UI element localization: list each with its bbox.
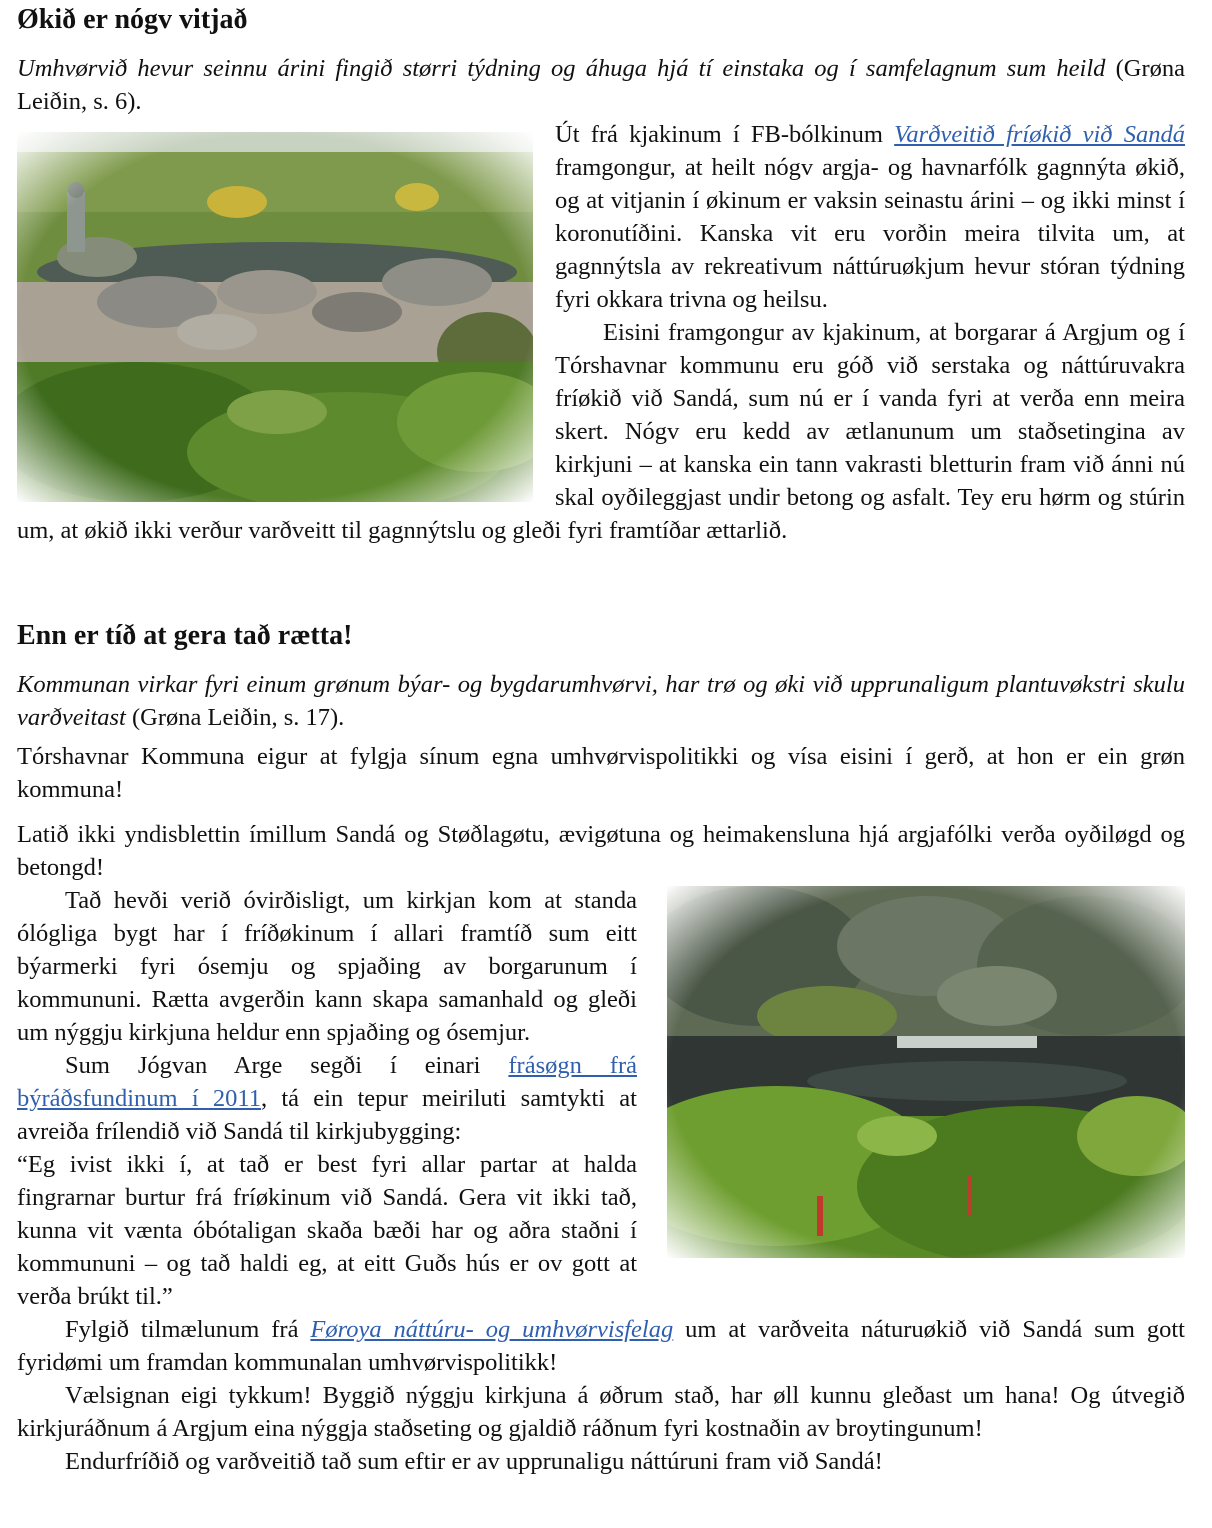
lead-quote: Kommunan virkar fyri einum grønum býar- og bygdarumhvørvi, har trø og øki við upprunaligum plantuvøkstri skulu varðveitast (17, 671, 1185, 731)
section-1-paragraph-2: Eisini framgongur av kjakinum, at borgarar á Argjum og í Tórshavnar kommunu eru góð við serstaka og náttúruvakra fríøkið við Sandá, sum nú er í vanda fyri at verða enn meira skert. Nógv eru kedd av ætlanunum um staðsetingina av kirkjuni – at kanska ein tann vakrasti bletturin fram við ánni nú skal oyðileggjast undir betong og asfalt. Tey eru hørm og stúrin um, at økið ikki verður varðveitt til gagnnýtslu og gleði fyri framtíðar ættarlið. (17, 319, 1185, 544)
environment-association-link[interactable]: Føroya náttúru- og umhvørvisfelag (310, 1316, 674, 1343)
section-heading-1: Økið er nógv vitjað (17, 4, 248, 35)
section-2-paragraph-2: Latið ikki yndisblettin ímillum Sandá og Støðlagøtu, ævigøtuna og heimakensluna hjá argjafólki verða oyðiløgd og betongd! (17, 821, 1185, 881)
river-pool-photo (667, 886, 1185, 1258)
section-1-lead (17, 52, 1185, 118)
river-pool-image (667, 886, 1185, 1258)
arge-quote: “Eg ivist ikki í, at tað er best fyri allar partar at halda fingrarnar burtur frá fríøkinum við Sandá. Gera vit ikki tað, kunna vit vænta óbótaligan skaða bæði har og aðra staðni í kommununi – og tað haldi eg, at eitt Guðs hús er ov gott at verða brúkt til.” (17, 1151, 637, 1310)
section-1-paragraph-1: Út frá kjakinum í FB-bólkinum Varðveitið fríøkið við Sandá framgongur, at heilt nógv argja- og havnarfólk gagnnýta økið, og at vitjanin í økinum er vaksin seinastu árini – og ikki minst í koronutíðini. Kanska vit eru vorðin meira tilvita um, at gagnnýtsla av rekreativum náttúruøkjum hevur stóran týdning fyri okkara trivna og heilsu. (555, 121, 1186, 313)
lead-quote: Umhvørvið hevur seinnu árini fingið størri týdning og áhuga hjá tí einstaka og í samfelagnum sum heild (17, 55, 1106, 82)
section-2-paragraph-5: Fylgið tilmælunum frá Føroya náttúru- og umhvørvisfelag um at varðveita náturuøkið við Sandá sum gott fyridømi um framdan kommunalan umhvørvispolitikk! (17, 1316, 1185, 1376)
section-2-body (17, 668, 1185, 1478)
section-2-lead (17, 668, 1185, 734)
stream-rocks-image (17, 132, 533, 502)
section-2-paragraph-4: Sum Jógvan Arge segði í einari frásøgn frá býráðsfundinum í 2011, tá ein tepur meiriluti samtykti at avreiða frílendið við Sandá til kirkjubygging: (17, 1052, 637, 1145)
section-heading-2: Enn er tíð at gera tað rætta! (17, 620, 353, 651)
facebook-group-link[interactable]: Varðveitið fríøkið við Sandá (894, 121, 1186, 148)
lead-source: (Grøna Leiðin, s. 17). (125, 704, 345, 731)
stream-rocks-photo (17, 132, 533, 502)
council-meeting-report-link[interactable]: frásøgn frá býráðsfundinum í 2011 (17, 1052, 637, 1112)
lead-source: (Grøna Leiðin, s. 6). (17, 55, 1186, 115)
section-1-body (17, 52, 1185, 547)
section-2-paragraph-3: Tað hevði verið óvirðisligt, um kirkjan kom at standa ólógliga bygt har í fríðøkinum í allari framtíð sum eitt býarmerki fyri ósemju og spjaðing av borgarunum í kommununi. Rætta avgerðin kann skapa samanhald og gleði um nýggju kirkjuna heldur enn spjaðing og ósemjur. (17, 887, 637, 1046)
section-2-paragraph-6: Vælsignan eigi tykkum! Byggið nýggju kirkjuna á øðrum stað, har øll kunnu gleðast um hana! Og útvegið kirkjuráðnum á Argjum eina nýggja staðseting og gjaldið ráðnum fyri kostnaðin av broytingunum! (17, 1382, 1185, 1442)
section-2-paragraph-1: Tórshavnar Kommuna eigur at fylgja sínum egna umhvørvispolitikki og vísa eisini í gerð, at hon er ein grøn kommuna! (17, 743, 1185, 803)
section-2-paragraph-7: Endurfríðið og varðveitið tað sum eftir er av upprunaligu náttúruni fram við Sandá! (65, 1448, 883, 1475)
